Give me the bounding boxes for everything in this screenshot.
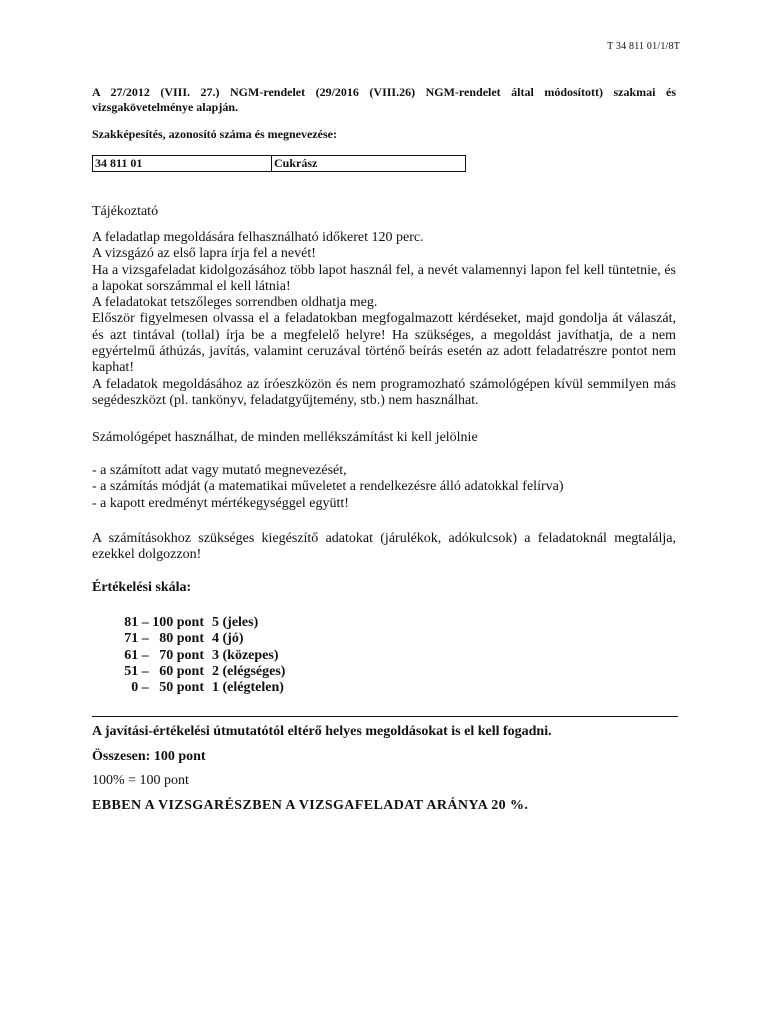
scale-row bbox=[92, 631, 285, 647]
document-id: T 34 811 01/1/8T bbox=[607, 41, 680, 52]
scale-row bbox=[92, 648, 285, 664]
scale-row bbox=[92, 615, 285, 631]
scale-grade: 1 (elégtelen) bbox=[212, 680, 284, 696]
requirement-item: - a kapott eredményt mértékegységgel együtt! bbox=[92, 495, 349, 511]
extra-data-note: A számításokhoz szükséges kiegészítő adatokat (járulékok, adókulcsok) a feladatoknál megtalálja, ezekkel dolgozzon! bbox=[92, 531, 676, 563]
percent-equivalence: 100% = 100 pont bbox=[92, 773, 189, 788]
scale-grade: 4 (jó) bbox=[212, 631, 244, 647]
accept-note: A javítási-értékelési útmutatótól eltérő helyes megoldásokat is el kell fogadni. bbox=[92, 724, 552, 739]
info-paragraph: Először figyelmesen olvassa el a feladatokban megfogalmazott kérdéseket, majd gondolja át válaszát, és azt tintával (tollal) írja be a megfelelő helyre! Ha szükséges, a megoldást javíthatja, de a nem egyértelmű áthúzás, javítás, valamint ceruzával történő beírás esetén az adott feladatrészre pontot nem kaphat! bbox=[92, 311, 676, 376]
calculation-requirements bbox=[92, 463, 676, 512]
scale-range: 81 – 100 pont bbox=[124, 615, 204, 630]
exam-share: EBBEN A VIZSGARÉSZBEN A VIZSGAFELADAT ARÁNYA 20 %. bbox=[92, 798, 529, 813]
scale-grade: 5 (jeles) bbox=[212, 615, 259, 630]
info-title: Tájékoztató bbox=[92, 204, 159, 219]
scale-range: 61 – 70 pont bbox=[124, 647, 204, 663]
info-paragraph: A feladatokat tetszőleges sorrendben oldhatja meg. bbox=[92, 295, 378, 311]
grading-scale bbox=[92, 615, 285, 696]
scale-row bbox=[92, 680, 285, 696]
requirement-item: - a számított adat vagy mutató megnevezését, bbox=[92, 463, 347, 478]
qualification-label: Szakképesítés, azonosító száma és megnevezése: bbox=[92, 127, 337, 141]
section-divider bbox=[92, 716, 678, 717]
scale-grade: 3 (közepes) bbox=[212, 647, 279, 663]
info-paragraph: Ha a vizsgafeladat kidolgozásához több lapot használ fel, a nevét valamennyi lapon fel kell tüntetnie, és a lapokat sorszámmal el kell látnia! bbox=[92, 262, 676, 294]
info-paragraph: A feladatlap megoldására felhasználható időkeret 120 perc. bbox=[92, 230, 424, 245]
scale-range: 51 – 60 pont bbox=[124, 663, 204, 679]
total-points: Összesen: 100 pont bbox=[92, 749, 206, 764]
scale-row bbox=[92, 664, 285, 680]
qualification-code: 34 811 01 bbox=[93, 156, 272, 171]
scale-range: 0 – 50 pont bbox=[131, 680, 204, 696]
qualification-name: Cukrász bbox=[274, 156, 318, 170]
scale-grade: 2 (elégséges) bbox=[212, 663, 286, 679]
regulation-header: A 27/2012 (VIII. 27.) NGM-rendelet (29/2016 (VIII.26) NGM-rendelet által módosított) szakmai és vizsgakövetelménye alapján. bbox=[92, 85, 676, 114]
calculator-note: Számológépet használhat, de minden mellékszámítást ki kell jelölnie bbox=[92, 430, 478, 445]
requirement-item: - a számítás módját (a matematikai műveletet a rendelkezésre álló adatokkal felírva) bbox=[92, 479, 564, 495]
qualification-table bbox=[92, 155, 466, 172]
info-paragraph: A vizsgázó az első lapra írja fel a nevét! bbox=[92, 246, 316, 262]
grading-scale-title: Értékelési skála: bbox=[92, 580, 192, 595]
scale-range: 71 – 80 pont bbox=[124, 631, 204, 647]
info-paragraphs bbox=[92, 230, 676, 409]
info-paragraph: A feladatok megoldásához az íróeszközön és nem programozható számológépen kívül semmilyen más segédeszközt (pl. tankönyv, feladatgyűjtemény, stb.) nem használhat. bbox=[92, 376, 676, 408]
